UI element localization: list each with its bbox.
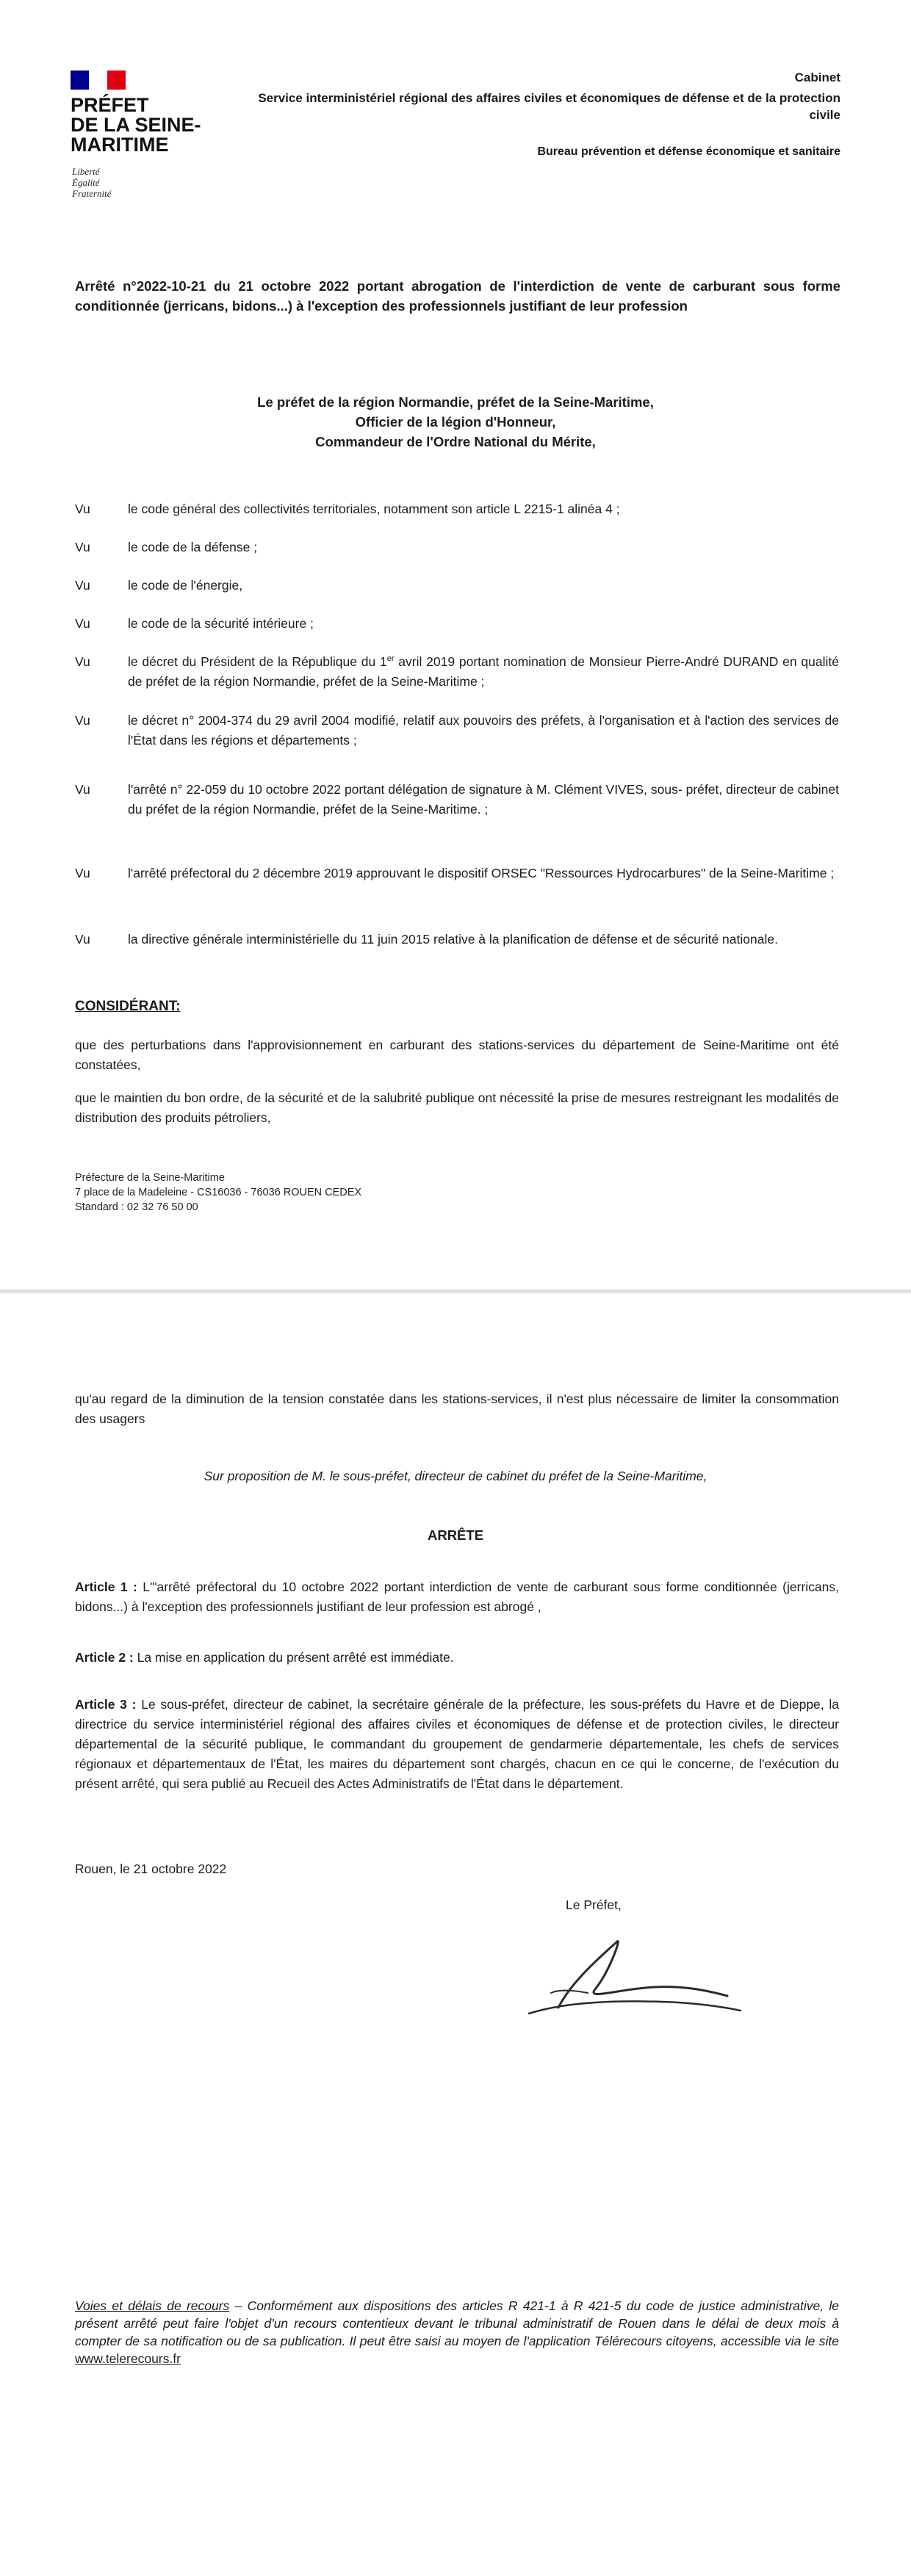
vu-text: le code de la sécurité intérieure ; <box>128 616 314 631</box>
vu-text: la directive générale interministérielle du 11 juin 2015 relative à la planification de défense et de sécurité nationale. <box>128 932 778 947</box>
decree-title: Arrêté n°2022-10-21 du 21 octobre 2022 portant abrogation de l'interdiction de vente de carburant sous forme conditionnée (jerricans, bidons...) à l'exception des professionnels justifiant de leur profession <box>75 278 840 314</box>
marianne-flag-logo <box>71 70 126 90</box>
appeal-notice <box>75 2297 839 2367</box>
flag-red-stripe <box>107 70 126 90</box>
article-label: Article 3 : <box>75 1697 137 1712</box>
bureau-name: Bureau prévention et défense économique et sanitaire <box>537 145 840 158</box>
vu-text: l'arrêté préfectoral du 2 décembre 2019 approuvant le dispositif ORSEC "Ressources Hydrocarbures" de la Seine-Maritime ; <box>128 866 835 880</box>
institution-line: DE LA SEINE- <box>71 114 201 136</box>
motto-line: Fraternité <box>72 188 112 199</box>
vu-item <box>75 780 839 820</box>
article-3 <box>75 1695 839 1794</box>
vu-label: Vu <box>75 616 90 631</box>
article-text: La mise en application du présent arrêté est immédiate. <box>133 1650 454 1665</box>
article-text: Le sous-préfet, directeur de cabinet, la secrétaire générale de la préfecture, les sous-préfets du Havre et de Dieppe, la directrice du service interministériel régional des affaires civiles et économiques de défense et de protection civiles, le directeur départemental de la sécurité publique, le commandant du groupement de gendarmerie départementale, les chefs de services régionaux et départementaux de l'État, les maires du département sont chargés, chacun en ce qui le concerne, de l'exécution du présent arrêté, qui sera publié au Recueil des Actes Administratifs de l'État dans le département. <box>75 1697 839 1791</box>
vu-item <box>75 864 839 883</box>
considerant-item: que le maintien du bon ordre, de la sécurité et de la salubrité publique ont nécessité la prise de mesures restreignant les modalités de distribution des produits pétroliers, <box>75 1090 839 1125</box>
vu-item <box>75 576 839 596</box>
vu-text: le décret n° 2004-374 du 29 avril 2004 modifié, relatif aux pouvoirs des préfets, à l'organisation et à l'action des services de l'État dans les régions et départements ; <box>128 713 839 748</box>
considerant-continuation: qu'au regard de la diminution de la tension constatée dans les stations-services, il n'est plus nécessaire de limiter la consommation des usagers <box>75 1392 839 1426</box>
page-2 <box>0 1294 911 2576</box>
considerant-heading: CONSIDÉRANT: <box>75 999 181 1014</box>
prefect-titles <box>0 392 911 452</box>
vu-item <box>75 930 839 949</box>
vu-text: le code général des collectivités territoriales, notamment son article L 2215-1 alinéa 4 ; <box>128 502 620 516</box>
motto-line: Liberté <box>72 166 100 177</box>
appeal-heading: Voies et délais de recours <box>75 2298 230 2313</box>
vu-text: le décret du Président de la République du 1er avril 2019 portant nomination de Monsieur Pierre-André DURAND en qualité de préfet de la région Normandie, préfet de la Seine-Maritime ; <box>128 654 839 689</box>
arrete-heading: ARRÊTE <box>427 1527 484 1543</box>
address-line: Standard : 02 32 76 50 00 <box>75 1201 198 1213</box>
motto-line: Égalité <box>72 177 100 188</box>
article-label: Article 2 : <box>75 1650 134 1665</box>
vu-label: Vu <box>75 782 90 797</box>
prefect-title-line: Officier de la légion d'Honneur, <box>355 414 556 430</box>
address-line: 7 place de la Madeleine - CS16036 - 76036 ROUEN CEDEX <box>75 1187 362 1198</box>
address-line: Préfecture de la Seine-Maritime <box>75 1172 225 1184</box>
prefecture-address <box>75 1171 361 1215</box>
proposition-line: Sur proposition de M. le sous-préfet, directeur de cabinet du préfet de la Seine-Maritime, <box>204 1469 707 1483</box>
article-text: L'"arrêté préfectoral du 10 octobre 2022 portant interdiction de vente de carburant sous forme conditionnée (jerricans, bidons...) à l'exception des professionnels justifiant de leur profession est abrogé , <box>75 1580 839 1614</box>
vu-label: Vu <box>75 540 90 554</box>
institution-name <box>71 95 247 155</box>
institution-line: MARITIME <box>71 134 169 156</box>
page-separator <box>0 1289 911 1294</box>
vu-label: Vu <box>75 866 90 880</box>
vu-item <box>75 538 839 557</box>
signature-image <box>507 1920 742 2022</box>
article-1 <box>75 1577 839 1617</box>
flag-blue-stripe <box>71 70 89 90</box>
cabinet-label: Cabinet <box>794 70 840 84</box>
vu-label: Vu <box>75 713 90 728</box>
article-2 <box>75 1648 839 1668</box>
vu-item <box>75 499 839 519</box>
place-date: Rouen, le 21 octobre 2022 <box>75 1862 227 1876</box>
vu-text: l'arrêté n° 22-059 du 10 octobre 2022 portant délégation de signature à M. Clément VIVES, sous- préfet, directeur de cabinet du préfet de la région Normandie, préfet de la Seine-Maritime. ; <box>128 782 839 817</box>
signatory-label: Le Préfet, <box>566 1897 622 1912</box>
vu-item <box>75 652 839 692</box>
article-label: Article 1 : <box>75 1580 137 1594</box>
vu-label: Vu <box>75 654 90 669</box>
prefect-title-line: Le préfet de la région Normandie, préfet de la Seine-Maritime, <box>257 394 654 410</box>
republic-motto <box>72 166 111 199</box>
vu-label: Vu <box>75 578 90 593</box>
vu-text: le code de l'énergie, <box>128 578 243 593</box>
vu-label: Vu <box>75 502 90 516</box>
considerant-item: que des perturbations dans l'approvisionnement en carburant des stations-services du département de Seine-Maritime ont été constatées, <box>75 1038 839 1072</box>
flag-white-stripe <box>89 70 107 90</box>
vu-text: le code de la défense ; <box>128 540 258 554</box>
prefect-title-line: Commandeur de l'Ordre National du Mérite, <box>315 434 596 449</box>
telerecours-link[interactable]: www.telerecours.fr <box>75 2351 181 2366</box>
institution-line: PRÉFET <box>71 94 149 116</box>
vu-item <box>75 614 839 634</box>
appeal-text: – Conformément aux dispositions des articles R 421-1 à R 421-5 du code de justice administrative, le présent arrêté peut faire l'objet d'un recours contentieux devant le tribunal administratif de Rouen dans le délai de deux mois à compter de sa notification ou de sa publication. Il peut être saisi au moyen de l'application Télérecours citoyens, accessible via le site <box>75 2298 839 2348</box>
service-name: Service interministériel régional des affaires civiles et économiques de défense et de la protection civile <box>258 91 840 122</box>
vu-label: Vu <box>75 932 90 947</box>
vu-item <box>75 711 839 750</box>
